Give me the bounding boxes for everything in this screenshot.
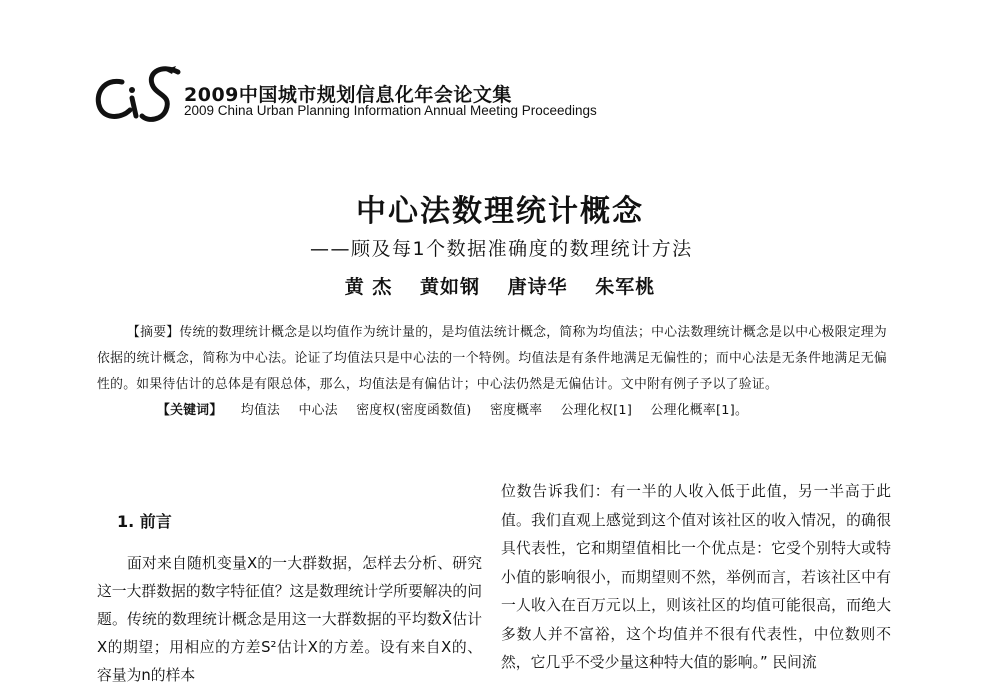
- cis-logo: [92, 64, 184, 126]
- abstract-block: [97, 320, 887, 424]
- logo-i-dot: [129, 87, 135, 93]
- proceedings-title-cn: 2009中国城市规划信息化年会论文集: [184, 84, 512, 106]
- left-body-text: 面对来自随机变量X的一大群数据，怎样去分析、研究这一大群数据的数字特征值？这是数理统计学所要解决的问题。传统的数理统计概念是用这一大群数据的平均数X̄估计X的期望；用相应的方差S²估计X的方差。设有来自X的、容量为n的样本: [97, 555, 482, 684]
- paper-title: 中心法数理统计概念: [356, 194, 644, 229]
- left-column: [97, 508, 482, 690]
- author-name: 黄 杰: [344, 276, 393, 298]
- author-name: 唐诗华: [507, 276, 568, 298]
- section-title: 1. 前言: [117, 512, 172, 531]
- logo-s-stroke: [142, 69, 178, 120]
- keyword: 密度权(密度函数值): [356, 403, 472, 418]
- keyword: 中心法: [298, 403, 338, 418]
- keyword: 公理化权[1]: [560, 403, 633, 418]
- abstract-text: 【摘要】传统的数理统计概念是以均值作为统计量的，是均值法统计概念，简称为均值法；中心法数理统计概念是以中心极限定理为依据的统计概念，简称为中心法。论证了均值法只是中心法的一个特例。均值法是有条件地满足无偏性的；而中心法是无条件地满足无偏性的。如果待估计的总体是有限总体，那么，均值法是有偏估计；中心法仍然是无偏估计。文中附有例子予以了验证。: [97, 325, 887, 392]
- paper-subtitle: ——顾及每1个数据准确度的数理统计方法: [310, 238, 693, 260]
- author-name: 朱军桃: [595, 276, 656, 298]
- keyword: 公理化概率[1]。: [650, 403, 749, 418]
- keyword: 均值法: [240, 403, 281, 418]
- proceedings-title-en: 2009 China Urban Planning Information Annual Meeting Proceedings: [184, 103, 597, 118]
- keyword: 密度概率: [489, 403, 543, 418]
- right-column: [501, 478, 891, 678]
- right-body-text: 位数告诉我们：有一半的人收入低于此值，另一半高于此值。我们直观上感觉到这个值对该社区的收入情况，的确很具代表性，它和期望值相比一个优点是：它受个别特大或特小值的影响很小，而期望则不然，举例而言，若该社区中有一人收入在百万元以上，则该社区的均值可能很高，而绝大多数人并不富裕，这个均值并不很有代表性，中位数则不然，它几乎不受少量这种特大值的影响。” 民间流: [501, 483, 891, 671]
- keywords-label: 【关键词】: [157, 403, 223, 418]
- logo-i-stroke: [132, 98, 136, 116]
- author-name: 黄如钢: [419, 276, 480, 298]
- author-list: [0, 272, 1000, 299]
- logo-c-stroke: [98, 81, 130, 116]
- keywords-line: [97, 398, 887, 424]
